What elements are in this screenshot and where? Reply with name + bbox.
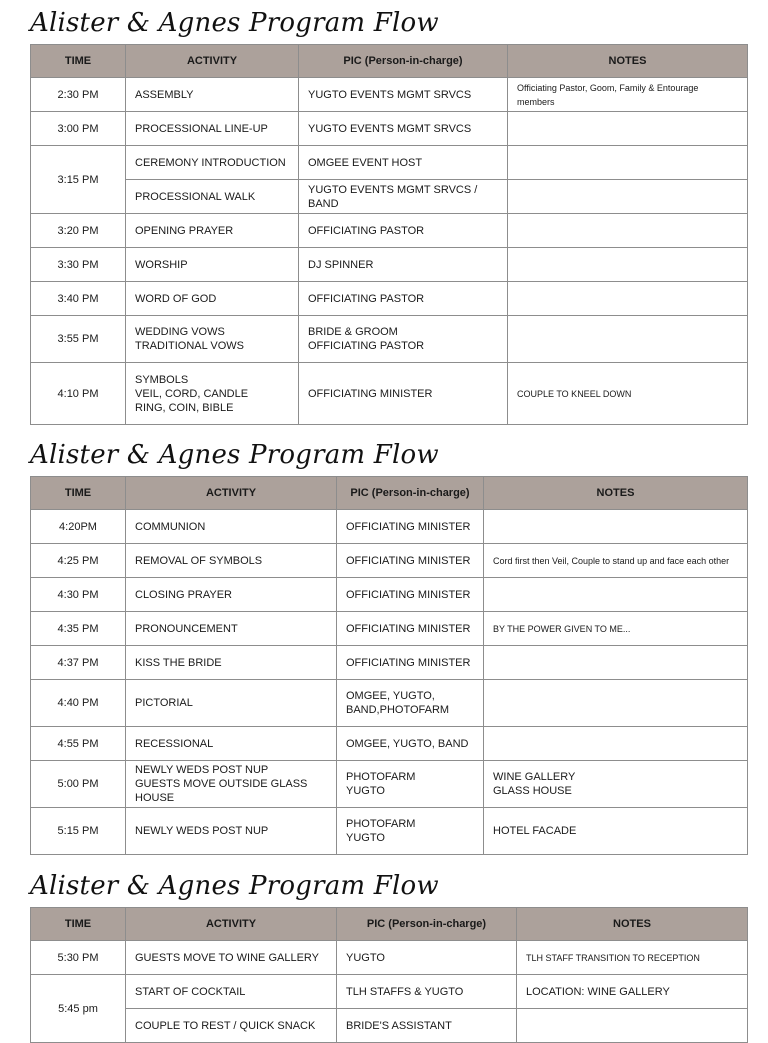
header-notes: NOTES bbox=[517, 908, 748, 941]
table-row bbox=[31, 646, 748, 680]
activity-cell: WORD OF GOD bbox=[126, 282, 299, 316]
time-cell: 4:30 PM bbox=[31, 578, 126, 612]
header-activity: ACTIVITY bbox=[126, 908, 337, 941]
table-row bbox=[31, 578, 748, 612]
table-header-row bbox=[31, 45, 748, 78]
notes-cell: Officiating Pastor, Goom, Family & Entourage members bbox=[508, 78, 748, 112]
time-cell: 4:40 PM bbox=[31, 680, 126, 727]
header-pic: PIC (Person-in-charge) bbox=[337, 477, 484, 510]
program-table bbox=[30, 44, 748, 425]
pic-cell: BRIDE'S ASSISTANT bbox=[337, 1009, 517, 1043]
activity-cell: PRONOUNCEMENT bbox=[126, 612, 337, 646]
header-activity: ACTIVITY bbox=[126, 477, 337, 510]
header-time: TIME bbox=[31, 477, 126, 510]
time-cell: 3:30 PM bbox=[31, 248, 126, 282]
pic-cell: TLH STAFFS & YUGTO bbox=[337, 975, 517, 1009]
pic-cell: YUGTO EVENTS MGMT SRVCS bbox=[299, 78, 508, 112]
table-row bbox=[31, 510, 748, 544]
table-row bbox=[31, 363, 748, 425]
activity-cell: WORSHIP bbox=[126, 248, 299, 282]
pic-cell: OFFICIATING MINISTER bbox=[337, 544, 484, 578]
notes-cell bbox=[484, 578, 748, 612]
activity-cell: NEWLY WEDS POST NUP bbox=[126, 808, 337, 855]
table-row bbox=[31, 78, 748, 112]
activity-cell: CLOSING PRAYER bbox=[126, 578, 337, 612]
notes-cell bbox=[508, 214, 748, 248]
table-row bbox=[31, 316, 748, 363]
notes-cell bbox=[508, 316, 748, 363]
pic-cell: OFFICIATING PASTOR bbox=[299, 282, 508, 316]
time-cell: 3:15 PM bbox=[31, 146, 126, 214]
table-row bbox=[31, 248, 748, 282]
time-cell: 5:45 pm bbox=[31, 975, 126, 1043]
table-row bbox=[31, 808, 748, 855]
table-row bbox=[31, 761, 748, 808]
notes-cell bbox=[484, 646, 748, 680]
notes-cell: WINE GALLERY GLASS HOUSE bbox=[484, 761, 748, 808]
time-cell: 3:20 PM bbox=[31, 214, 126, 248]
pic-cell: OMGEE EVENT HOST bbox=[299, 146, 508, 180]
activity-cell: OPENING PRAYER bbox=[126, 214, 299, 248]
pic-cell: YUGTO EVENTS MGMT SRVCS / BAND bbox=[299, 180, 508, 214]
notes-cell: COUPLE TO KNEEL DOWN bbox=[508, 363, 748, 425]
notes-cell: TLH STAFF TRANSITION TO RECEPTION bbox=[517, 941, 748, 975]
time-cell: 2:30 PM bbox=[31, 78, 126, 112]
table-row bbox=[31, 727, 748, 761]
activity-cell: REMOVAL OF SYMBOLS bbox=[126, 544, 337, 578]
notes-cell bbox=[484, 680, 748, 727]
section-title: Alister & Agnes Program Flow bbox=[30, 440, 439, 470]
program-section-2 bbox=[30, 438, 747, 855]
table-row bbox=[31, 180, 748, 214]
program-section-1 bbox=[30, 6, 747, 425]
header-notes: NOTES bbox=[508, 45, 748, 78]
activity-cell: GUESTS MOVE TO WINE GALLERY bbox=[126, 941, 337, 975]
notes-cell: BY THE POWER GIVEN TO ME... bbox=[484, 612, 748, 646]
pic-cell: OMGEE, YUGTO, BAND bbox=[337, 727, 484, 761]
table-row bbox=[31, 544, 748, 578]
pic-cell: OMGEE, YUGTO, BAND,PHOTOFARM bbox=[337, 680, 484, 727]
time-cell: 4:20PM bbox=[31, 510, 126, 544]
program-table bbox=[30, 476, 748, 855]
time-cell: 3:55 PM bbox=[31, 316, 126, 363]
table-row bbox=[31, 146, 748, 180]
table-row bbox=[31, 941, 748, 975]
notes-cell bbox=[508, 180, 748, 214]
time-cell: 3:40 PM bbox=[31, 282, 126, 316]
header-pic: PIC (Person-in-charge) bbox=[299, 45, 508, 78]
header-notes: NOTES bbox=[484, 477, 748, 510]
notes-cell bbox=[508, 248, 748, 282]
program-section-3 bbox=[30, 869, 747, 1043]
table-row bbox=[31, 1009, 748, 1043]
activity-cell: PROCESSIONAL WALK bbox=[126, 180, 299, 214]
table-header-row bbox=[31, 477, 748, 510]
notes-cell bbox=[484, 510, 748, 544]
activity-cell: KISS THE BRIDE bbox=[126, 646, 337, 680]
activity-cell: COUPLE TO REST / QUICK SNACK bbox=[126, 1009, 337, 1043]
notes-cell bbox=[508, 146, 748, 180]
notes-cell: Cord first then Veil, Couple to stand up and face each other bbox=[484, 544, 748, 578]
pic-cell: OFFICIATING MINISTER bbox=[337, 510, 484, 544]
time-cell: 4:37 PM bbox=[31, 646, 126, 680]
activity-cell: CEREMONY INTRODUCTION bbox=[126, 146, 299, 180]
activity-cell: START OF COCKTAIL bbox=[126, 975, 337, 1009]
notes-cell bbox=[508, 112, 748, 146]
activity-cell: NEWLY WEDS POST NUP GUESTS MOVE OUTSIDE GLASS HOUSE bbox=[126, 761, 337, 808]
table-row bbox=[31, 214, 748, 248]
header-time: TIME bbox=[31, 45, 126, 78]
activity-cell: COMMUNION bbox=[126, 510, 337, 544]
time-cell: 4:10 PM bbox=[31, 363, 126, 425]
program-table bbox=[30, 907, 748, 1043]
pic-cell: OFFICIATING MINISTER bbox=[337, 646, 484, 680]
pic-cell: BRIDE & GROOM OFFICIATING PASTOR bbox=[299, 316, 508, 363]
pic-cell: OFFICIATING PASTOR bbox=[299, 214, 508, 248]
section-title: Alister & Agnes Program Flow bbox=[30, 871, 439, 901]
header-time: TIME bbox=[31, 908, 126, 941]
time-cell: 4:25 PM bbox=[31, 544, 126, 578]
notes-cell bbox=[508, 282, 748, 316]
table-row bbox=[31, 680, 748, 727]
notes-cell: LOCATION: WINE GALLERY bbox=[517, 975, 748, 1009]
activity-cell: WEDDING VOWS TRADITIONAL VOWS bbox=[126, 316, 299, 363]
time-cell: 4:55 PM bbox=[31, 727, 126, 761]
pic-cell: PHOTOFARM YUGTO bbox=[337, 761, 484, 808]
time-cell: 5:00 PM bbox=[31, 761, 126, 808]
pic-cell: YUGTO EVENTS MGMT SRVCS bbox=[299, 112, 508, 146]
time-cell: 5:30 PM bbox=[31, 941, 126, 975]
notes-cell bbox=[517, 1009, 748, 1043]
time-cell: 3:00 PM bbox=[31, 112, 126, 146]
table-row bbox=[31, 612, 748, 646]
notes-cell: HOTEL FACADE bbox=[484, 808, 748, 855]
table-row bbox=[31, 282, 748, 316]
pic-cell: YUGTO bbox=[337, 941, 517, 975]
table-row bbox=[31, 975, 748, 1009]
header-activity: ACTIVITY bbox=[126, 45, 299, 78]
pic-cell: OFFICIATING MINISTER bbox=[337, 612, 484, 646]
pic-cell: DJ SPINNER bbox=[299, 248, 508, 282]
section-title: Alister & Agnes Program Flow bbox=[30, 8, 439, 38]
pic-cell: PHOTOFARM YUGTO bbox=[337, 808, 484, 855]
activity-cell: ASSEMBLY bbox=[126, 78, 299, 112]
activity-cell: RECESSIONAL bbox=[126, 727, 337, 761]
header-pic: PIC (Person-in-charge) bbox=[337, 908, 517, 941]
activity-cell: PROCESSIONAL LINE-UP bbox=[126, 112, 299, 146]
table-row bbox=[31, 112, 748, 146]
activity-cell: PICTORIAL bbox=[126, 680, 337, 727]
time-cell: 4:35 PM bbox=[31, 612, 126, 646]
activity-cell: SYMBOLS VEIL, CORD, CANDLE RING, COIN, BIBLE bbox=[126, 363, 299, 425]
pic-cell: OFFICIATING MINISTER bbox=[299, 363, 508, 425]
notes-cell bbox=[484, 727, 748, 761]
table-header-row bbox=[31, 908, 748, 941]
pic-cell: OFFICIATING MINISTER bbox=[337, 578, 484, 612]
time-cell: 5:15 PM bbox=[31, 808, 126, 855]
